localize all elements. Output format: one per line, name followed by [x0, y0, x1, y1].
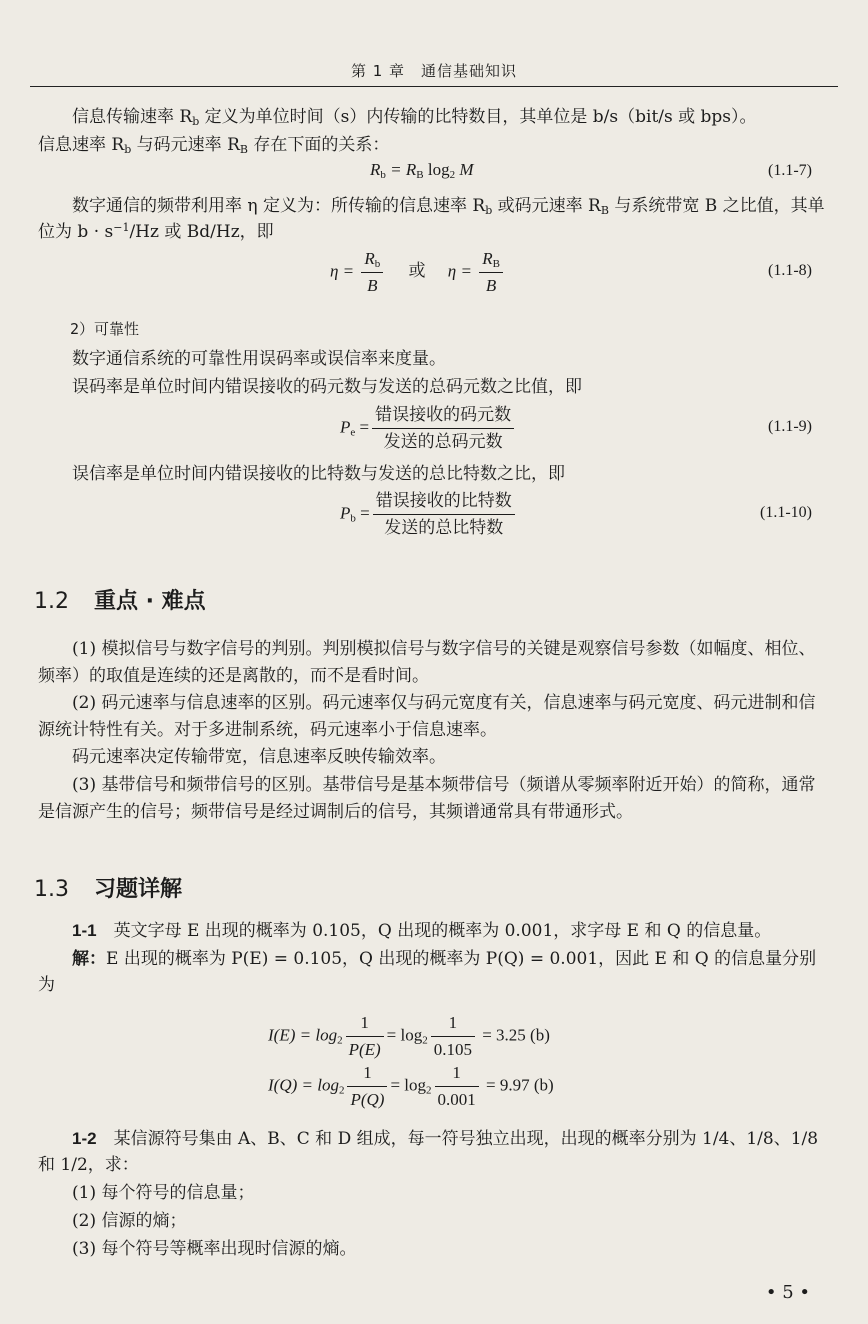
problem-1-2-statement: 1-2 某信源符号集由 A、B、C 和 D 组成，每一符号独立出现，出现的概率分别为 1/4、1/8、1/8 和 1/2，求：	[38, 1129, 819, 1175]
equation-info-e: $I(E) = \log_2$ $\frac{1}{P(E)}$ = $\log_2$ $\frac{1}{0.105}$ = 3.25 (b)	[268, 1010, 550, 1063]
running-header: 第 1 章 通信基础知识	[350, 62, 518, 80]
page-number: • 5 •	[765, 1282, 810, 1303]
point-1: (1) 模拟信号与数字信号的判别。判别模拟信号与数字信号的关键是观察信号参数（如幅度、相位、频率）的取值是连续的还是离散的，而不是看时间。	[38, 639, 816, 686]
equation-number-1-1-10: (1.1-10)	[760, 504, 812, 521]
fraction-rb-over-b: $\frac{R_b}{B}$	[361, 246, 383, 299]
equation-number-1-1-7: (1.1-7)	[768, 162, 812, 179]
point-2: (2) 码元速率与信息速率的区别。码元速率仅与码元宽度有关，信息速率与码元宽度、码元进制和信源统计特性有关。对于多进制系统，码元速率小于信息速率。	[38, 693, 816, 740]
equation-1-1-7: $R_b = R_B$ $\log_2 M$	[370, 160, 474, 181]
problem-1-1-solution: 解：E 出现的概率为 P(E) = 0.105，Q 出现的概率为 P(Q) = 0.001，因此 E 和 Q 的信息量分别为	[38, 949, 817, 995]
equation-number-1-1-8: (1.1-8)	[768, 262, 812, 279]
equation-number-1-1-9: (1.1-9)	[768, 418, 812, 435]
problem-1-2-q3: (3) 每个符号等概率出现时信源的熵。	[72, 1239, 357, 1259]
problem-1-2-q2: (2) 信源的熵；	[72, 1211, 187, 1231]
subheading-reliability: 2）可靠性	[70, 320, 140, 338]
paragraph-bit-error-rate: 误信率是单位时间内错误接收的比特数与发送的总比特数之比，即	[72, 464, 565, 484]
fraction-rB-over-b: $\frac{R_B}{B}$	[479, 246, 503, 299]
paragraph-spectral-efficiency: 数字通信的频带利用率 η 定义为：所传输的信息速率 $R_b$ 或码元速率 $R_B$ 与系统带宽 B 之比值，其单位为 $b \cdot s^{-1}/Hz$ 或 Bd/Hz，即	[38, 196, 825, 242]
problem-1-2-q1: (1) 每个符号的信息量；	[72, 1183, 255, 1203]
paragraph-symbol-error-rate: 误码率是单位时间内错误接收的码元数与发送的总码元数之比值，即	[72, 377, 582, 397]
paragraph-reliability: 数字通信系统的可靠性用误码率或误信率来度量。	[72, 349, 446, 369]
point-2-tail: 码元速率决定传输带宽，信息速率反映传输效率。	[72, 747, 446, 767]
equation-info-q: $I(Q) = \log_2$ $\frac{1}{P(Q)}$ = $\log_2$ $\frac{1}{0.001}$ = 9.97 (b)	[268, 1060, 554, 1113]
equation-1-1-8: η = $\frac{R_b}{B}$ 或 η = $\frac{R_B}{B}$	[330, 246, 506, 299]
problem-1-1-statement: 1-1 英文字母 E 出现的概率为 0.105，Q 出现的概率为 0.001，求字母 E 和 Q 的信息量。	[72, 921, 772, 941]
section-heading-1-3: 1.3 习题详解	[34, 877, 183, 902]
section-heading-1-2: 1.2 重点 · 难点	[34, 589, 206, 614]
equation-1-1-10: $P_b$ = $\frac{\text{错误接收的比特数}}{\text{发送的总比特数}}$	[340, 488, 518, 541]
point-3: (3) 基带信号和频带信号的区别。基带信号是基本频带信号（频谱从零频率附近开始）的简称，通常是信源产生的信号；频带信号是经过调制后的信号，其频谱通常具有带通形式。	[38, 775, 816, 822]
header-rule	[30, 86, 838, 87]
equation-1-1-9: $P_e$ = $\frac{\text{错误接收的码元数}}{\text{发送的总码元数}}$	[340, 402, 517, 455]
paragraph-relation: 信息速率 $R_b$ 与码元速率 $R_B$ 存在下面的关系：	[38, 135, 390, 156]
paragraph-info-rate: 信息传输速率 $R_b$ 定义为单位时间（s）内传输的比特数目，其单位是 b/s（bit/s 或 bps）。	[72, 107, 757, 128]
